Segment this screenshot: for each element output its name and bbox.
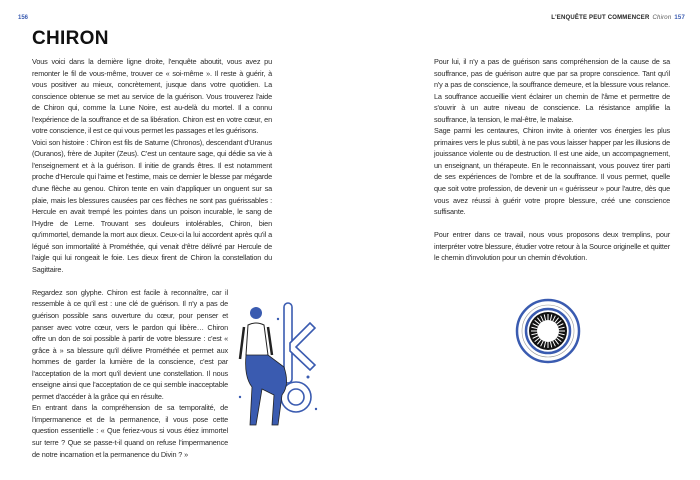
page-number: 156 [18, 15, 29, 21]
chiron-glyph-icon [281, 303, 315, 412]
page-number: 157 [674, 15, 685, 21]
body-text [434, 56, 670, 384]
paragraph: Voici son histoire : Chiron est fils de Saturne (Chronos), descendant d'Uranus (Ouranos), frère de Jupiter (Zeus). C'est un centaure sage, qui dédie sa vie à l'enseignement et à la guérison. Il initie de grands êtres. Il est notamment proche d'Hercule qui l'aime et l'estime, mais ce dernier le blesse par mégarde d'une flèche au genou. Chiron tente en vain d'appliquer un onguent sur sa plaie, mais les blessures causées par ces flèches ne sont pas guérissables : Hercule en avait trempé les pointes dans un poison incurable, le sang de l'Hydre de Lerne. Trouvant ses douleurs intolérables, Chiron, bien qu'immortel, demande la mort aux dieux. Ceux-ci la lui accordent après qu'il a légué son immortalité à Prométhée, qui venait d'être délivré par Hercule de l'aigle qui lui rongeait le foie. Les dieux firent de Chiron la constellation du Sagittaire. [32, 137, 272, 274]
paragraph: En entrant dans la compréhension de sa temporalité, de l'impermanence et de la permanence, il vous pose cette question essentielle : « Que feriez-vous si vous étiez immortel sur terre ? Que se passe-t-il quand on refuse l'impermanence de notre incarnation et la permanence du Divin ? » [32, 403, 228, 459]
sun-medallion-illustration [515, 298, 581, 364]
running-head-section: Chiron [652, 15, 672, 21]
body-text [32, 56, 272, 480]
left-page [0, 0, 350, 459]
running-head [551, 15, 685, 21]
centaur-chiron-illustration [238, 297, 323, 432]
paragraph: Pour lui, il n'y a pas de guérison sans compréhension de la cause de sa souffrance, pas de guérison autre que par sa propre conscience. Tant qu'il n'y a pas de conscience, la souffrance demeure, et la blessure vous relance. La souffrance accueillie vient éclairer un chemin de l'âme et permettre de s'ouvrir à un autre niveau de conscience. La résistance amplifie la souffrance, la tension, le mal-être, le malaise. [434, 57, 670, 124]
running-head-title: L'ENQUÊTE PEUT COMMENCER [551, 15, 650, 21]
paragraph: Vous voici dans la dernière ligne droite, l'enquête aboutit, vous avez pu remonter le fil de vous-même, trouver ce « soi-même ». Il reste à guérir, à vous positiver au mieux, concrètement, jusque dans votre quotidien. La conscience obtenue se met au service de la guérison. Vous trouverez l'aide de Chiron qui, comme la Lune Noire, est au-delà du mortel. Il a connu l'expérience de la souffrance et de sa libération. Chiron est en votre cœur, en votre conscience, il est ce qui vous permet les passages et les guérisons. [32, 57, 272, 136]
paragraph: Regardez son glyphe. Chiron est facile à reconnaître, car il ressemble à ce qu'il est : une clé de guérison. Il n'y a pas de guérison possible sans ouverture du cœur, pour penser et panser avec votre cœur, vers le pardon qui libère… Chiron offre un don de soi possible à partir de votre blessure : c'est « grâce à » sa blessure qu'il délivre Prométhée et permet aux hommes de garder la lumière de la conscience, c'est par l'acceptation de la mort qu'il devient une constellation. Il nous enseigne ainsi que l'acceptation de ce qui semble inacceptable permet d'accéder à la grâce qui en résulte. [32, 287, 228, 401]
right-page [350, 0, 700, 425]
paragraph: Sage parmi les centaures, Chiron invite à orienter vos énergies les plus primaires vers le plus subtil, à ne pas vous laisser happer par les illusions de jouissance violente ou de destruction. Il est une aide, un accompagnement, un enseignant, un thérapeute. En le reconnaissant, vous pouvez tirer parti de ses expériences de l'ombre et de la souffrance. Il vous permet, quelle que soit votre profession, de devenir un « guérisseur » pour l'autre, dès que vous avez réussi à guérir votre propre blessure, créé une conscience suffisante. [434, 126, 670, 217]
centaur-figure [240, 307, 287, 425]
page-title: CHIRON [32, 28, 109, 49]
paragraph: Pour entrer dans ce travail, nous vous proposons deux tremplins, pour interpréter votre blessure, étudier votre retour à la Source originelle et quitter le chemin d'involution pour un chemin d'évolution. [434, 230, 670, 263]
body-text-bottom [32, 287, 228, 460]
